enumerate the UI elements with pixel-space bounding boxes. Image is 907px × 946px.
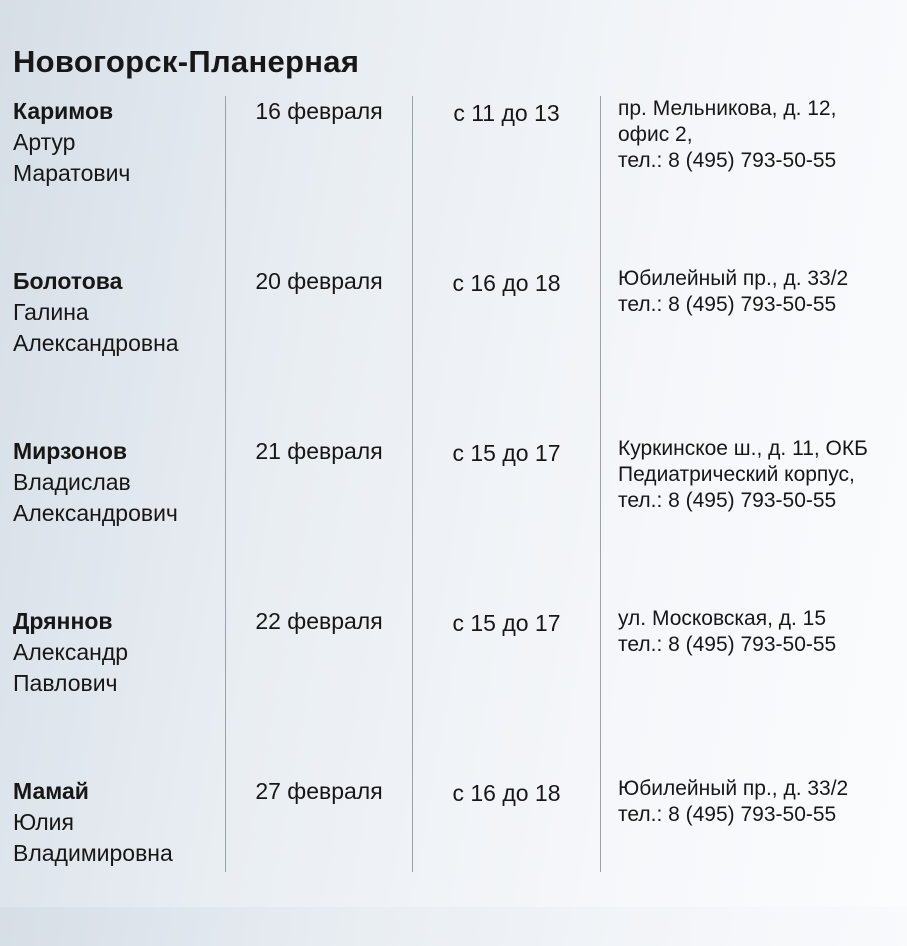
doctor-first-name: Юлия xyxy=(13,809,74,835)
phone-line: тел.: 8 (495) 793-50-55 xyxy=(618,293,837,316)
doctor-first-name: Артур xyxy=(13,129,76,155)
doctor-first-name: Александр xyxy=(13,639,129,665)
doctor-name xyxy=(13,436,223,529)
doctor-patronymic: Владимировна xyxy=(13,840,173,866)
schedule-row xyxy=(0,776,907,946)
reception-address xyxy=(618,776,904,828)
doctor-name xyxy=(13,606,223,699)
reception-time: с 16 до 18 xyxy=(452,270,561,296)
phone-line: тел.: 8 (495) 793-50-55 xyxy=(618,489,837,512)
schedule-row xyxy=(0,436,907,606)
page-title: Новогорск-Планерная xyxy=(13,44,360,79)
reception-date: 27 февраля xyxy=(255,778,383,804)
reception-date: 16 февраля xyxy=(255,98,383,124)
reception-address xyxy=(618,96,904,174)
doctor-name xyxy=(13,776,223,869)
doctor-surname: Каримов xyxy=(13,98,114,124)
reception-address xyxy=(618,606,904,658)
reception-address xyxy=(618,436,904,514)
schedule-row xyxy=(0,266,907,436)
reception-date: 22 февраля xyxy=(255,608,383,634)
doctor-first-name: Владислав xyxy=(13,469,131,495)
reception-time: с 11 до 13 xyxy=(453,100,560,126)
doctor-surname: Болотова xyxy=(13,268,123,294)
doctor-surname: Дряннов xyxy=(13,608,113,634)
address-line: Куркинское ш., д. 11, ОКБ xyxy=(618,437,868,460)
reception-time: с 15 до 17 xyxy=(452,610,561,636)
doctor-surname: Мирзонов xyxy=(13,438,128,464)
address-line: Юбилейный пр., д. 33/2 xyxy=(618,267,849,290)
address-line: офис 2, xyxy=(618,123,693,146)
phone-line: тел.: 8 (495) 793-50-55 xyxy=(618,633,837,656)
reception-address xyxy=(618,266,904,318)
phone-line: тел.: 8 (495) 793-50-55 xyxy=(618,803,837,826)
reception-date: 21 февраля xyxy=(255,438,383,464)
doctor-patronymic: Маратович xyxy=(13,160,131,186)
reception-time: с 16 до 18 xyxy=(452,780,561,806)
doctor-surname: Мамай xyxy=(13,778,89,804)
doctor-patronymic: Александрович xyxy=(13,500,178,526)
address-line: Педиатрический корпус, xyxy=(618,463,855,486)
doctor-first-name: Галина xyxy=(13,299,89,325)
doctor-name xyxy=(13,96,223,189)
address-line: пр. Мельникова, д. 12, xyxy=(618,97,837,120)
reception-time: с 15 до 17 xyxy=(452,440,561,466)
schedule-row xyxy=(0,96,907,266)
doctor-patronymic: Павлович xyxy=(13,670,118,696)
address-line: Юбилейный пр., д. 33/2 xyxy=(618,777,849,800)
address-line: ул. Московская, д. 15 xyxy=(618,607,827,630)
schedule-row xyxy=(0,606,907,776)
doctor-name xyxy=(13,266,223,359)
phone-line: тел.: 8 (495) 793-50-55 xyxy=(618,149,837,172)
doctor-patronymic: Александровна xyxy=(13,330,179,356)
reception-date: 20 февраля xyxy=(255,268,383,294)
